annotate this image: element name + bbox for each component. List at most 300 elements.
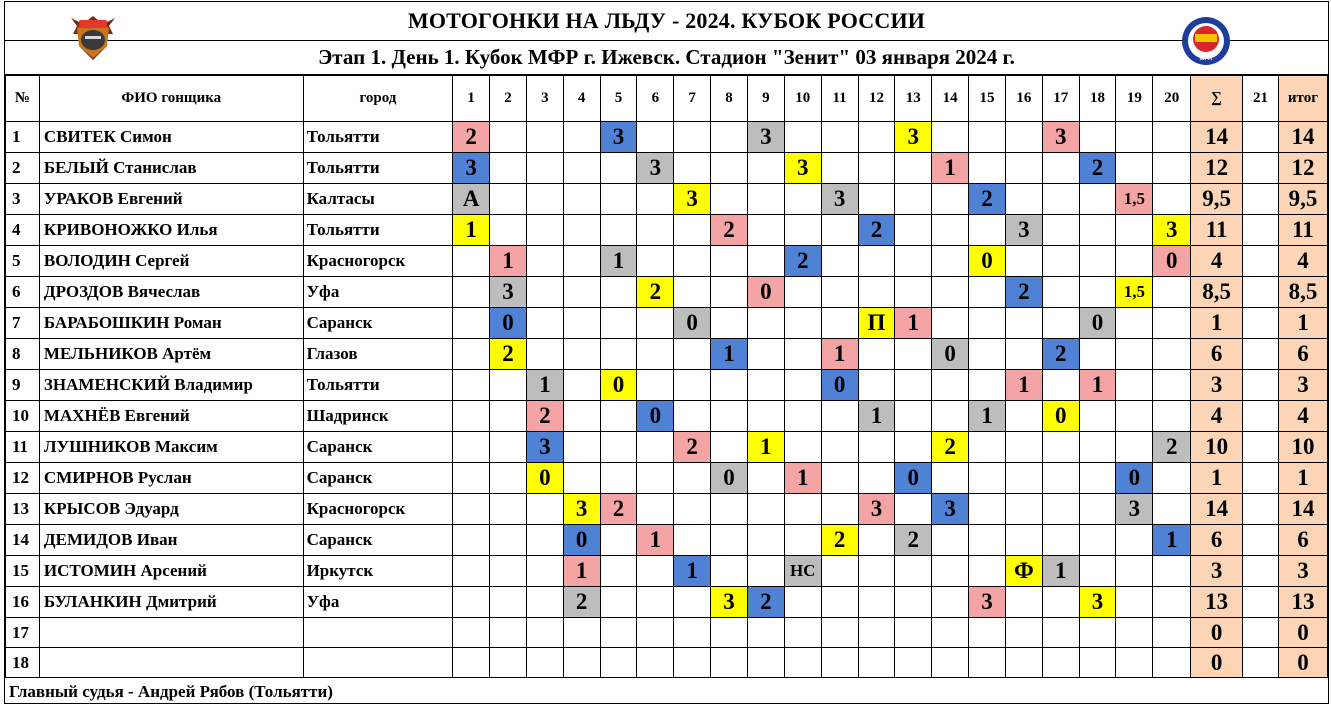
heat-result: Ф [1006, 556, 1042, 586]
heat-cell-15 [969, 153, 1006, 184]
heat-cell-14 [932, 463, 969, 494]
heat-cell-15 [969, 401, 1006, 432]
heat-result: 2 [1043, 339, 1079, 369]
heat-cell-6 [637, 308, 674, 339]
rider-sum: 8,5 [1191, 277, 1243, 308]
heat-cell-16 [1005, 153, 1042, 184]
rider-total: 1 [1278, 463, 1327, 494]
rider-sum: 1 [1191, 308, 1243, 339]
heat-cell-10 [784, 648, 821, 678]
heat-cell-5 [600, 370, 637, 401]
rider-number: 11 [6, 432, 40, 463]
table-row [6, 370, 1328, 401]
heat-cell-3 [526, 277, 563, 308]
heat-cell-2 [490, 370, 527, 401]
page-subtitle: Этап 1. День 1. Кубок МФР г. Ижевск. Стадион "Зенит" 03 января 2024 г. [5, 40, 1328, 75]
heat-result: 2 [932, 432, 968, 462]
heat-result: 1 [527, 370, 563, 400]
heat-cell-17 [1042, 370, 1079, 401]
heat-cell-13 [895, 556, 932, 587]
heat-cell-18 [1079, 556, 1116, 587]
heat-cell-6 [637, 153, 674, 184]
heat-result: 1 [564, 556, 600, 586]
heat-result: 3 [859, 494, 895, 524]
table-row [6, 184, 1328, 215]
heat-cell-6 [637, 494, 674, 525]
rider-total: 10 [1278, 432, 1327, 463]
heat-cell-20 [1153, 587, 1191, 618]
heat-result: 0 [822, 370, 858, 400]
heat-cell-19 [1116, 246, 1153, 277]
heat-cell-15 [969, 648, 1006, 678]
page-title: МОТОГОНКИ НА ЛЬДУ - 2024. КУБОК РОССИИ [5, 2, 1328, 41]
heat-cell-11 [821, 339, 858, 370]
heat-cell-18 [1079, 370, 1116, 401]
heat-cell-4 [563, 308, 600, 339]
rider-sum: 14 [1191, 122, 1243, 153]
heat-cell-4 [563, 494, 600, 525]
rider-number: 18 [6, 648, 40, 678]
heat-cell-5 [600, 184, 637, 215]
heat-result: 0 [1043, 401, 1079, 431]
heat-cell-19 [1116, 122, 1153, 153]
rider-number: 1 [6, 122, 40, 153]
heat-cell-7 [674, 432, 711, 463]
heat-cell-20 [1153, 277, 1191, 308]
heat-cell-17 [1042, 122, 1079, 153]
heat-cell-16 [1005, 184, 1042, 215]
heat-cell-1 [453, 370, 490, 401]
heat-cell-5 [600, 494, 637, 525]
heat-cell-12 [858, 153, 895, 184]
heat-cell-5 [600, 432, 637, 463]
heat-cell-15 [969, 463, 1006, 494]
heat-cell-7 [674, 463, 711, 494]
heat-cell-16 [1005, 648, 1042, 678]
heat-result: 2 [453, 122, 489, 152]
heat-cell-21 [1243, 215, 1279, 246]
heat-cell-1 [453, 308, 490, 339]
heat-cell-14 [932, 246, 969, 277]
heat-cell-13 [895, 587, 932, 618]
heat-result: 2 [564, 587, 600, 617]
heat-cell-15 [969, 215, 1006, 246]
heat-cell-10 [784, 122, 821, 153]
heat-cell-1 [453, 525, 490, 556]
heat-cell-13 [895, 525, 932, 556]
rider-sum: 10 [1191, 432, 1243, 463]
heat-cell-7 [674, 277, 711, 308]
heat-cell-20 [1153, 432, 1191, 463]
rider-total: 3 [1278, 370, 1327, 401]
header-heat-9: 9 [747, 76, 784, 122]
heat-cell-4 [563, 122, 600, 153]
mfr-logo-icon [1181, 16, 1231, 66]
heat-cell-14 [932, 277, 969, 308]
rider-city: Калтасы [303, 184, 453, 215]
rider-sum: 13 [1191, 587, 1243, 618]
heat-cell-4 [563, 556, 600, 587]
heat-cell-6 [637, 246, 674, 277]
heat-cell-5 [600, 277, 637, 308]
heat-result: 0 [527, 463, 563, 493]
table-row [6, 401, 1328, 432]
heat-cell-19 [1116, 525, 1153, 556]
rider-number: 17 [6, 618, 40, 648]
heat-cell-6 [637, 401, 674, 432]
heat-cell-17 [1042, 339, 1079, 370]
heat-result: 2 [1080, 153, 1116, 183]
header-heat-20: 20 [1153, 76, 1191, 122]
table-row [6, 556, 1328, 587]
heat-cell-8 [711, 494, 748, 525]
heat-result: 1 [859, 401, 895, 431]
heat-result: 1 [711, 339, 747, 369]
heat-result: 2 [785, 246, 821, 276]
heat-cell-14 [932, 648, 969, 678]
heat-cell-4 [563, 246, 600, 277]
heat-cell-18 [1079, 277, 1116, 308]
heat-cell-11 [821, 370, 858, 401]
heat-cell-19 [1116, 370, 1153, 401]
heat-cell-18 [1079, 648, 1116, 678]
heat-cell-9 [747, 494, 784, 525]
heat-cell-20 [1153, 153, 1191, 184]
rider-city: Саранск [303, 525, 453, 556]
heat-cell-13 [895, 308, 932, 339]
heat-cell-9 [747, 122, 784, 153]
heat-cell-20 [1153, 648, 1191, 678]
heat-result: 1 [895, 308, 931, 338]
rider-total: 11 [1278, 215, 1327, 246]
heat-result: 2 [674, 432, 710, 462]
heat-cell-4 [563, 432, 600, 463]
header-heat-7: 7 [674, 76, 711, 122]
heat-cell-1 [453, 401, 490, 432]
heat-cell-13 [895, 277, 932, 308]
header-heat-21: 21 [1243, 76, 1279, 122]
rider-name: УРАКОВ Евгений [39, 184, 303, 215]
heat-cell-13 [895, 618, 932, 648]
heat-cell-3 [526, 494, 563, 525]
heat-cell-2 [490, 246, 527, 277]
heat-cell-8 [711, 246, 748, 277]
rider-sum: 4 [1191, 246, 1243, 277]
heat-cell-8 [711, 153, 748, 184]
table-row [6, 277, 1328, 308]
header-heat-2: 2 [490, 76, 527, 122]
heat-cell-21 [1243, 277, 1279, 308]
heat-cell-14 [932, 308, 969, 339]
heat-cell-6 [637, 215, 674, 246]
heat-cell-6 [637, 463, 674, 494]
heat-cell-10 [784, 525, 821, 556]
heat-cell-21 [1243, 648, 1279, 678]
heat-cell-11 [821, 122, 858, 153]
rider-name: СВИТЕК Симон [39, 122, 303, 153]
heat-result: 3 [527, 432, 563, 462]
heat-cell-8 [711, 122, 748, 153]
heat-cell-21 [1243, 370, 1279, 401]
heat-cell-10 [784, 494, 821, 525]
rider-city: Саранск [303, 308, 453, 339]
heat-cell-18 [1079, 215, 1116, 246]
rider-sum: 6 [1191, 339, 1243, 370]
heat-result: 1 [453, 215, 489, 245]
heat-cell-12 [858, 184, 895, 215]
heat-cell-4 [563, 339, 600, 370]
rider-name: ЗНАМЕНСКИЙ Владимир [39, 370, 303, 401]
heat-result: 0 [490, 308, 526, 338]
heat-cell-2 [490, 339, 527, 370]
heat-cell-9 [747, 556, 784, 587]
heat-cell-15 [969, 494, 1006, 525]
rider-name: СМИРНОВ Руслан [39, 463, 303, 494]
header-heat-17: 17 [1042, 76, 1079, 122]
heat-cell-13 [895, 246, 932, 277]
heat-cell-4 [563, 463, 600, 494]
heat-cell-11 [821, 432, 858, 463]
heat-result: 0 [969, 246, 1005, 276]
heat-cell-20 [1153, 556, 1191, 587]
heat-cell-6 [637, 618, 674, 648]
rider-name: МЕЛЬНИКОВ Артём [39, 339, 303, 370]
header-heat-16: 16 [1005, 76, 1042, 122]
heat-cell-3 [526, 463, 563, 494]
header-heat-11: 11 [821, 76, 858, 122]
heat-cell-19 [1116, 153, 1153, 184]
heat-cell-2 [490, 648, 527, 678]
heat-cell-3 [526, 587, 563, 618]
table-row [6, 432, 1328, 463]
heat-cell-12 [858, 339, 895, 370]
heat-result: 3 [490, 277, 526, 307]
heat-cell-5 [600, 246, 637, 277]
heat-cell-14 [932, 153, 969, 184]
heat-result: 3 [1153, 215, 1190, 245]
heat-cell-20 [1153, 463, 1191, 494]
heat-cell-2 [490, 556, 527, 587]
heat-cell-5 [600, 339, 637, 370]
rider-number: 16 [6, 587, 40, 618]
rider-name [39, 648, 303, 678]
heat-cell-9 [747, 463, 784, 494]
heat-cell-17 [1042, 401, 1079, 432]
heat-cell-20 [1153, 246, 1191, 277]
heat-cell-11 [821, 525, 858, 556]
heat-result: 2 [527, 401, 563, 431]
heat-cell-14 [932, 494, 969, 525]
heat-cell-11 [821, 587, 858, 618]
heat-cell-17 [1042, 153, 1079, 184]
heat-result: 1 [1080, 370, 1116, 400]
header-num: № [6, 76, 40, 122]
heat-cell-9 [747, 648, 784, 678]
heat-cell-17 [1042, 525, 1079, 556]
heat-cell-21 [1243, 432, 1279, 463]
heat-result: 2 [711, 215, 747, 245]
heat-cell-18 [1079, 122, 1116, 153]
heat-cell-15 [969, 277, 1006, 308]
heat-cell-11 [821, 494, 858, 525]
heat-cell-15 [969, 339, 1006, 370]
table-row [6, 494, 1328, 525]
heat-result: 3 [674, 184, 710, 214]
rider-name: КРЫСОВ Эдуард [39, 494, 303, 525]
rider-number: 12 [6, 463, 40, 494]
heat-result: 1 [1043, 556, 1079, 586]
heat-cell-7 [674, 308, 711, 339]
heat-cell-21 [1243, 618, 1279, 648]
heat-cell-16 [1005, 122, 1042, 153]
heat-cell-19 [1116, 308, 1153, 339]
heat-cell-2 [490, 122, 527, 153]
rider-city: Тольятти [303, 215, 453, 246]
heat-cell-15 [969, 618, 1006, 648]
heat-cell-12 [858, 246, 895, 277]
header-heat-12: 12 [858, 76, 895, 122]
heat-result: 0 [1153, 246, 1190, 276]
heat-cell-14 [932, 432, 969, 463]
heat-cell-16 [1005, 401, 1042, 432]
header-heat-13: 13 [895, 76, 932, 122]
heat-result: 2 [969, 184, 1005, 214]
club-logo-icon [67, 12, 119, 62]
rider-total: 6 [1278, 339, 1327, 370]
heat-cell-9 [747, 525, 784, 556]
heat-cell-12 [858, 277, 895, 308]
heat-cell-19 [1116, 463, 1153, 494]
heat-cell-7 [674, 215, 711, 246]
heat-cell-13 [895, 153, 932, 184]
heat-cell-3 [526, 556, 563, 587]
rider-city: Уфа [303, 587, 453, 618]
heat-cell-12 [858, 494, 895, 525]
mfr-logo-text: MFR [1199, 56, 1213, 62]
heat-cell-10 [784, 432, 821, 463]
heat-cell-17 [1042, 215, 1079, 246]
rider-number: 9 [6, 370, 40, 401]
heat-cell-3 [526, 246, 563, 277]
rider-total: 4 [1278, 246, 1327, 277]
heat-cell-8 [711, 618, 748, 648]
heat-cell-8 [711, 215, 748, 246]
heat-cell-13 [895, 494, 932, 525]
heat-cell-8 [711, 587, 748, 618]
heat-cell-5 [600, 648, 637, 678]
heat-cell-6 [637, 339, 674, 370]
heat-result: 0 [1116, 463, 1152, 493]
heat-cell-16 [1005, 308, 1042, 339]
heat-cell-12 [858, 122, 895, 153]
heat-cell-7 [674, 648, 711, 678]
heat-cell-9 [747, 339, 784, 370]
heat-cell-21 [1243, 525, 1279, 556]
heat-cell-12 [858, 618, 895, 648]
heat-cell-7 [674, 401, 711, 432]
rider-name: БЕЛЫЙ Станислав [39, 153, 303, 184]
heat-cell-18 [1079, 618, 1116, 648]
header-heat-15: 15 [969, 76, 1006, 122]
heat-cell-11 [821, 153, 858, 184]
heat-cell-15 [969, 432, 1006, 463]
heat-cell-1 [453, 587, 490, 618]
heat-cell-7 [674, 556, 711, 587]
heat-cell-4 [563, 153, 600, 184]
heat-result: 2 [859, 215, 895, 245]
heat-cell-6 [637, 370, 674, 401]
heat-cell-5 [600, 215, 637, 246]
heat-cell-21 [1243, 401, 1279, 432]
heat-cell-20 [1153, 215, 1191, 246]
heat-cell-20 [1153, 494, 1191, 525]
heat-cell-13 [895, 401, 932, 432]
heat-cell-9 [747, 277, 784, 308]
heat-cell-13 [895, 122, 932, 153]
heat-result: 0 [711, 463, 747, 493]
heat-cell-21 [1243, 153, 1279, 184]
heat-cell-10 [784, 587, 821, 618]
heat-cell-6 [637, 432, 674, 463]
heat-cell-19 [1116, 618, 1153, 648]
heat-cell-14 [932, 525, 969, 556]
heat-cell-6 [637, 648, 674, 678]
heat-cell-16 [1005, 215, 1042, 246]
rider-city [303, 648, 453, 678]
rider-name: ДЕМИДОВ Иван [39, 525, 303, 556]
heat-result: 3 [601, 122, 637, 152]
rider-name: БУЛАНКИН Дмитрий [39, 587, 303, 618]
heat-cell-3 [526, 184, 563, 215]
heat-result: 3 [711, 587, 747, 617]
rider-sum: 3 [1191, 556, 1243, 587]
heat-result: 2 [490, 339, 526, 369]
heat-cell-18 [1079, 463, 1116, 494]
heat-cell-4 [563, 370, 600, 401]
heat-result: 0 [748, 277, 784, 307]
heat-cell-12 [858, 308, 895, 339]
heat-result: 2 [1153, 432, 1190, 462]
heat-cell-15 [969, 122, 1006, 153]
heat-cell-1 [453, 494, 490, 525]
heat-cell-21 [1243, 463, 1279, 494]
heat-cell-1 [453, 463, 490, 494]
heat-cell-10 [784, 184, 821, 215]
heat-cell-6 [637, 277, 674, 308]
heat-cell-9 [747, 370, 784, 401]
rider-total: 1 [1278, 308, 1327, 339]
heat-cell-3 [526, 153, 563, 184]
rider-number: 13 [6, 494, 40, 525]
heat-cell-17 [1042, 463, 1079, 494]
heat-cell-14 [932, 401, 969, 432]
heat-result: 3 [748, 122, 784, 152]
rider-sum: 12 [1191, 153, 1243, 184]
heat-cell-14 [932, 122, 969, 153]
rider-number: 10 [6, 401, 40, 432]
table-row [6, 463, 1328, 494]
heat-cell-21 [1243, 246, 1279, 277]
heat-cell-13 [895, 184, 932, 215]
heat-cell-20 [1153, 122, 1191, 153]
heat-cell-1 [453, 246, 490, 277]
heat-result: 0 [1080, 308, 1116, 338]
heat-cell-11 [821, 215, 858, 246]
table-row [6, 587, 1328, 618]
heat-cell-16 [1005, 463, 1042, 494]
rider-name: ДРОЗДОВ Вячеслав [39, 277, 303, 308]
heat-cell-20 [1153, 525, 1191, 556]
